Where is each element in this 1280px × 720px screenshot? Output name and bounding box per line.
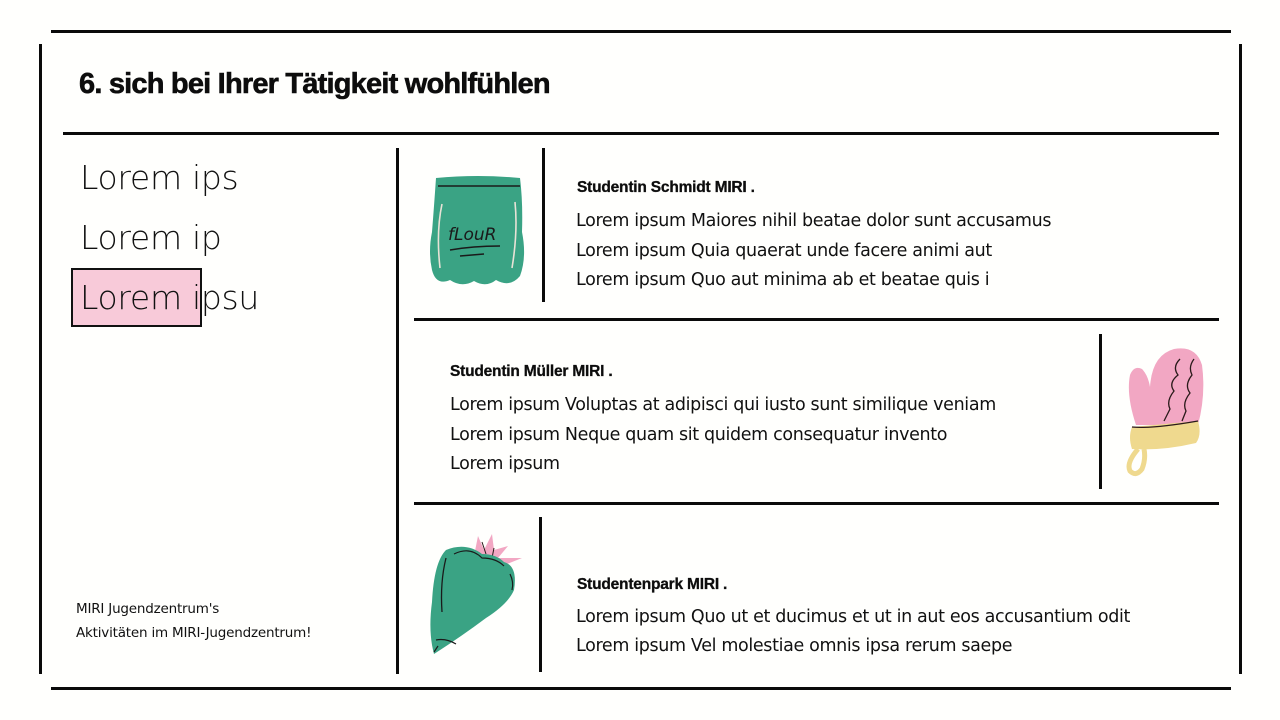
card-3-title: Studentenpark MIRI . [577, 576, 728, 593]
card-2-line-2: Lorem ipsum Neque quam sit quidem consequatur invento [450, 425, 948, 445]
card-2-divider [1099, 334, 1102, 489]
card-3-line-2: Lorem ipsum Vel molestiae omnis ipsa rerum saepe [576, 636, 1013, 656]
column-divider [396, 148, 399, 674]
toc-item-2[interactable]: Lorem ip [80, 218, 222, 257]
title-underline [63, 132, 1219, 135]
frame-right-rule [1239, 44, 1242, 674]
frame-bottom-rule [51, 687, 1231, 690]
piping-bag-icon [426, 532, 526, 660]
card-1-line-1: Lorem ipsum Maiores nihil beatae dolor sunt accusamus [576, 211, 1052, 231]
footer-line-2: Aktivitäten im MIRI-Jugendzentrum! [76, 625, 312, 641]
card-1-line-2: Lorem ipsum Quia quaerat unde facere animi aut [576, 241, 992, 261]
card-2-line-3: Lorem ipsum [450, 454, 560, 474]
slide-title: 6. sich bei Ihrer Tätigkeit wohlfühlen [79, 68, 550, 100]
toc-item-1[interactable]: Lorem ips [80, 158, 239, 197]
card-2-title: Studentin Müller MIRI . [450, 363, 613, 380]
frame-top-rule [51, 30, 1231, 33]
card-3-line-1: Lorem ipsum Quo ut et ducimus et ut in aut eos accusantium odit [576, 607, 1130, 627]
toc-item-3-active[interactable]: Lorem ipsu [80, 278, 259, 317]
card-1-line-3: Lorem ipsum Quo aut minima ab et beatae quis i [576, 270, 990, 290]
card-separator-1 [414, 318, 1219, 321]
svg-text:fLouR: fLouR [448, 225, 497, 245]
card-1-title: Studentin Schmidt MIRI . [577, 179, 755, 196]
card-2-line-1: Lorem ipsum Voluptas at adipisci qui iusto sunt similique veniam [450, 395, 996, 415]
oven-mitt-icon [1122, 345, 1208, 477]
card-separator-2 [414, 502, 1219, 505]
flour-bag-icon [428, 172, 528, 290]
card-3-divider [539, 517, 542, 672]
frame-left-rule [39, 44, 42, 674]
footer-line-1: MIRI Jugendzentrum's [76, 601, 220, 617]
card-1-divider [542, 148, 545, 302]
